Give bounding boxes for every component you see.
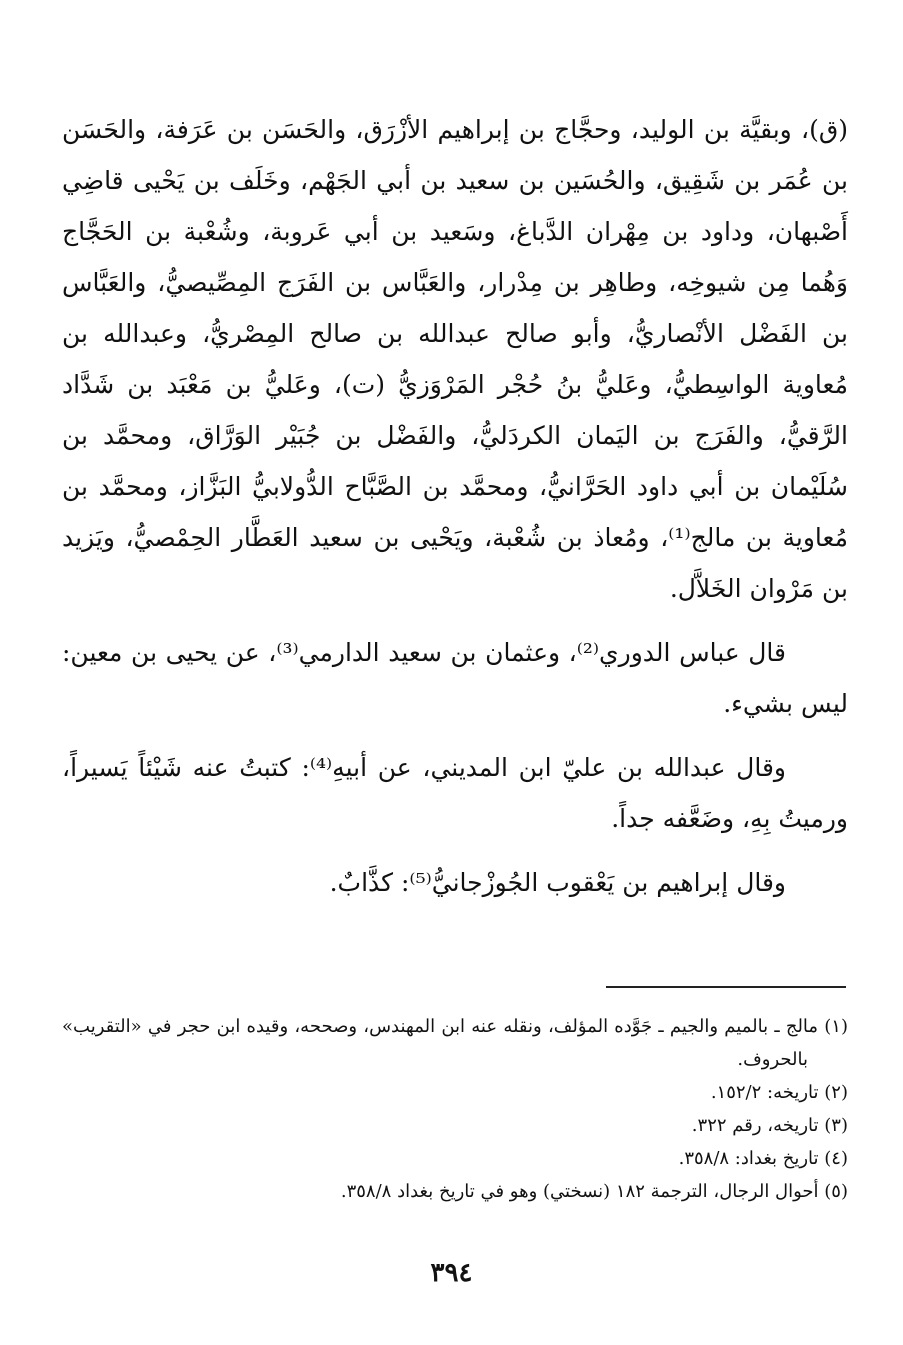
footnote-1: (١) مالج ـ بالميم والجيم ـ جَوَّده المؤلف، ونقله عنه ابن المهندس، وصححه، وقيده ابن حجر في «التقريب» بالحروف. xyxy=(62,1016,848,1070)
footnotes xyxy=(62,1010,848,1208)
footnote-3: (٣) تاريخه، رقم ٣٢٢. xyxy=(691,1115,848,1136)
main-text xyxy=(62,104,848,908)
paragraph-abbas-al-duri: قال عباس الدوري⁽²⁾، وعثمان بن سعيد الدارمي⁽³⁾، عن يحيى بن معين: ليس بشيء. xyxy=(62,638,848,718)
paragraph-al-juzjani: وقال إبراهيم بن يَعْقوب الجُوزْجانيُّ⁽⁵⁾: كذَّابٌ. xyxy=(329,868,786,897)
footnote-5: (٥) أحوال الرجال، الترجمة ١٨٢ (نسختي) وهو في تاريخ بغداد ٣٥٨/٨. xyxy=(340,1181,848,1202)
footnote-4: (٤) تاريخ بغداد: ٣٥٨/٨. xyxy=(678,1148,848,1169)
footnote-2: (٢) تاريخه: ١٥٢/٢. xyxy=(710,1082,848,1103)
paragraph-narrators-list: (ق)، وبقيَّة بن الوليد، وحجَّاج بن إبراهيم الأزْرَق، والحَسَن بن عَرَفة، والحَسَن بن عُمَر بن شَقِيق، والحُسَين بن سعيد بن أبي الجَهْم، وخَلَف بن يَحْيى قاضِي أَصْبهان، وداود بن مِهْران الدَّباغ، وسَعيد بن أبي عَروبة، وشُعْبة بن الحَجَّاج وَهُما مِن شيوخِه، وطاهِر بن مِدْرار، والعَبَّاس بن الفَرَج المِصِّيصيُّ، والعَبَّاس بن الفَضْل الأنْصاريُّ، وأبو صالح عبدالله بن صالح المِصْريُّ، وعبدالله بن مُعاوية الواسِطيُّ، وعَليُّ بنُ حُجْر المَرْوَزيُّ (ت)، وعَليُّ بن مَعْبَد بن شَدَّاد الرَّقيُّ، والفَرَج بن اليَمان الكردَليُّ، والفَضْل بن جُبَيْر الوَرَّاق، ومحمَّد بن سُلَيْمان بن أبي داود الحَرَّانيُّ، ومحمَّد بن الصَّبَّاح الدُّولابيُّ البَزَّاز، ومحمَّد بن مُعاوية بن مالج⁽¹⁾، ومُعاذ بن شُعْبة، ويَحْيى بن سعيد العَطَّار الحِمْصيُّ، ويَزيد بن مَرْوان الخَلاَّل. xyxy=(62,115,848,603)
footnote-separator xyxy=(606,986,846,988)
page-number: ٣٩٤ xyxy=(430,1258,473,1288)
paragraph-ibn-al-madini: وقال عبدالله بن عليّ ابن المديني، عن أبيهِ⁽⁴⁾: كتبتُ عنه شَيْئاً يَسيراً، ورميتُ بِهِ، وضَعَّفه جداً. xyxy=(62,753,848,833)
